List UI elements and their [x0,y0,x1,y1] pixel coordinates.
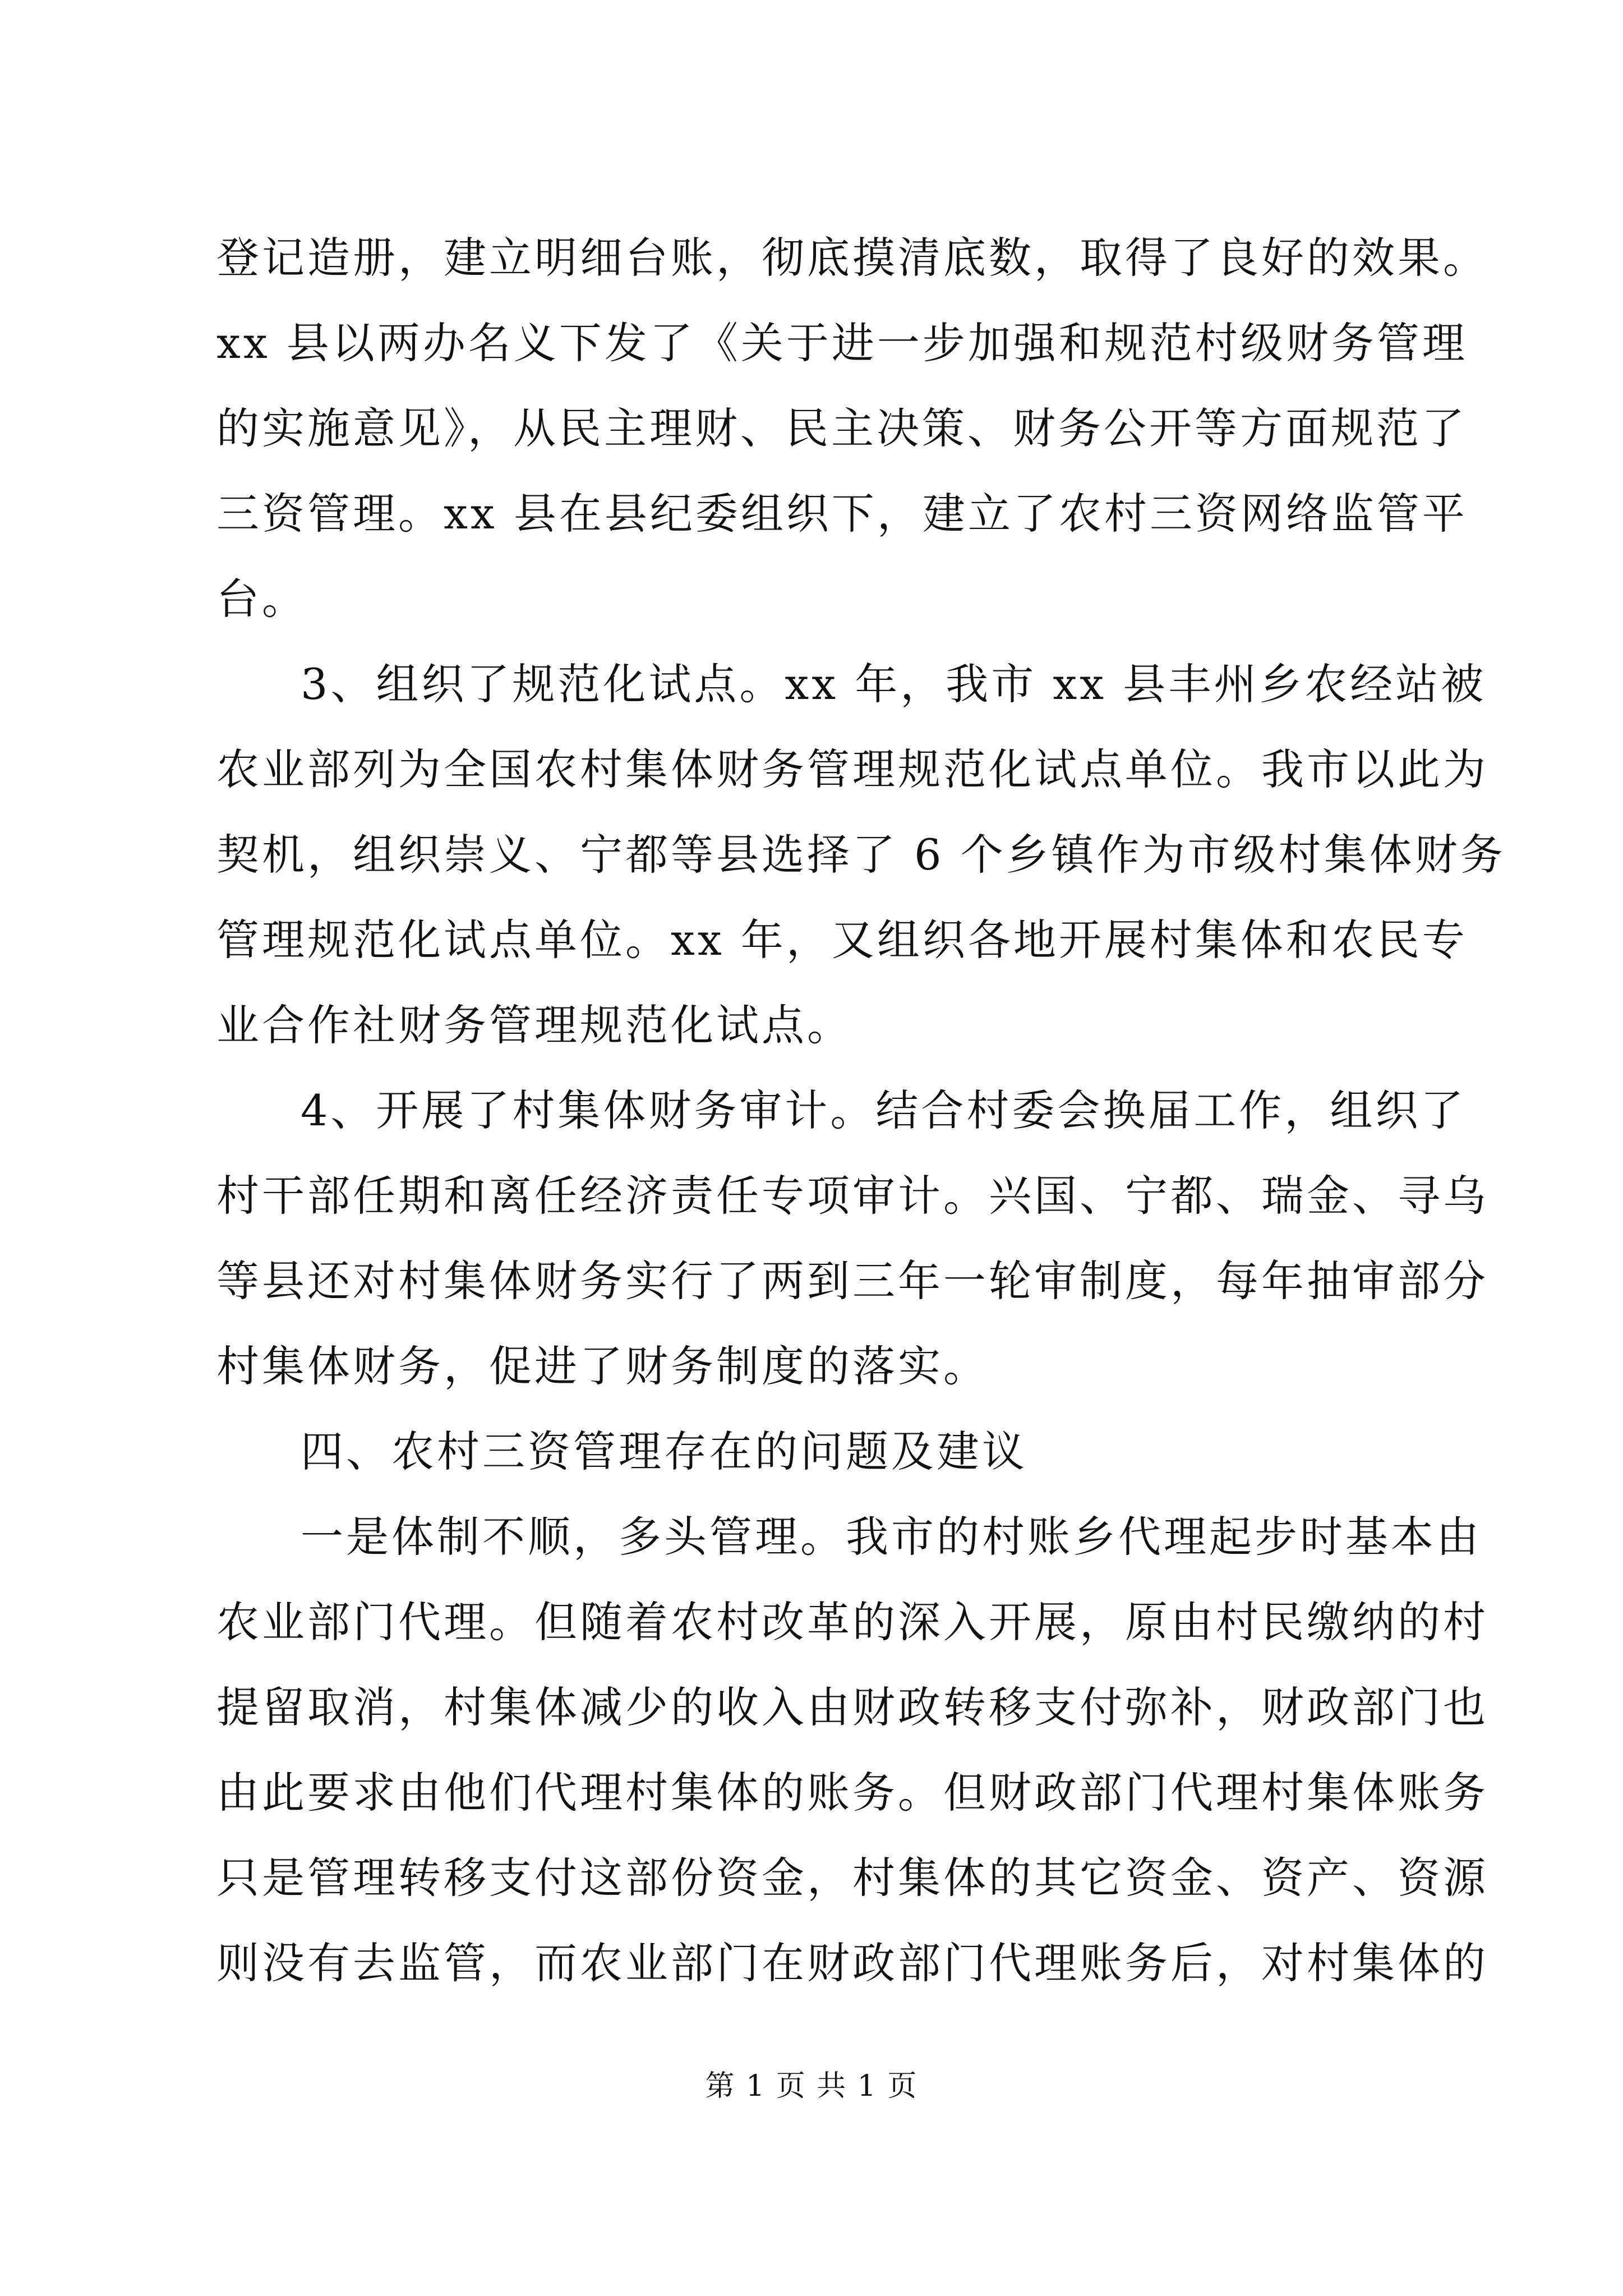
text-line: 农业部列为全国农村集体财务管理规范化试点单位。我市以此为 [216,744,1488,794]
text-line: 契机，组织崇义、宁都等县选择了 6 个乡镇作为市级村集体财务 [216,830,1506,880]
text-line: 只是管理转移支付这部份资金，村集体的其它资金、资产、资源 [216,1853,1488,1903]
text-line: 管理规范化试点单位。xx 年，又组织各地开展村集体和农民专 [216,915,1468,965]
text-line: 4、开展了村集体财务审计。结合村委会换届工作，组织了 [301,1085,1467,1135]
text-line: 的实施意见》，从民主理财、民主决策、财务公开等方面规范了 [216,403,1467,453]
text-line: 村干部任期和离任经济责任专项审计。兴国、宁都、瑞金、寻乌 [216,1171,1488,1221]
text-line: 业合作社财务管理规范化试点。 [216,1000,852,1050]
text-line: 提留取消，村集体减少的收入由财政转移支付弥补，财政部门也 [216,1682,1488,1732]
text-line: xx 县以两办名义下发了《关于进一步加强和规范村级财务管理 [216,318,1468,368]
text-line: 由此要求由他们代理村集体的账务。但财政部门代理村集体账务 [216,1768,1488,1818]
text-line: 一是体制不顺，多头管理。我市的村账乡代理起步时基本由 [301,1512,1482,1562]
text-line: 三资管理。xx 县在县纪委组织下，建立了农村三资网络监管平 [216,489,1468,539]
text-line: 登记造册，建立明细台账，彻底摸清底数，取得了良好的效果。 [216,233,1488,283]
text-line: 3、组织了规范化试点。xx 年，我市 xx 县丰州乡农经站被 [301,659,1487,709]
text-line: 台。 [216,574,307,624]
page-number-footer: 第 1 页 共 1 页 [705,2069,918,2103]
section-heading: 四、农村三资管理存在的问题及建议 [301,1427,1027,1476]
text-line: 则没有去监管，而农业部门在财政部门代理账务后，对村集体的 [216,1938,1488,1988]
text-line: 等县还对村集体财务实行了两到三年一轮审制度，每年抽审部分 [216,1256,1488,1306]
text-line: 村集体财务，促进了财务制度的落实。 [216,1341,989,1391]
text-line: 农业部门代理。但随着农村改革的深入开展，原由村民缴纳的村 [216,1597,1488,1647]
